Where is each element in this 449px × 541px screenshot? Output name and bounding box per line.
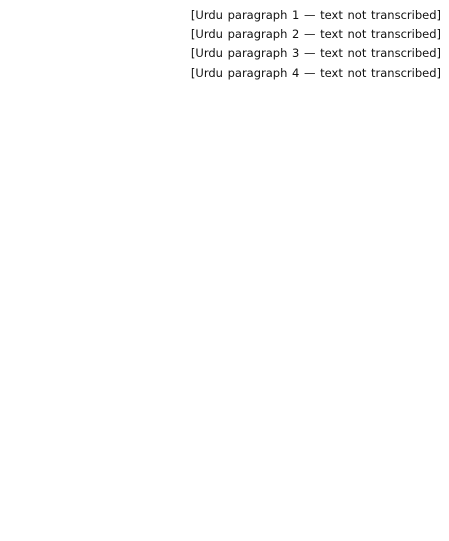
paragraph-1: [Urdu paragraph 1 — text not transcribed] [190, 8, 441, 22]
paragraph-4: [Urdu paragraph 4 — text not transcribed] [190, 65, 441, 80]
paragraph-2: [Urdu paragraph 2 — text not transcribed] [190, 27, 441, 42]
paragraph-3: [Urdu paragraph 3 — text not transcribed] [190, 46, 441, 61]
article-body [8, 6, 441, 83]
